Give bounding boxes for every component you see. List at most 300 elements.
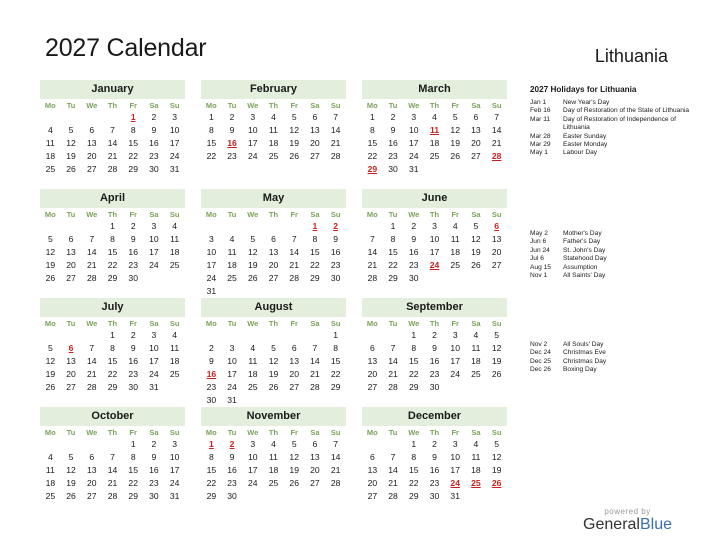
day-cell: 26: [66, 164, 76, 174]
weekday-label: Mo: [44, 210, 56, 219]
weekday-label: Tu: [227, 319, 237, 328]
holiday-list-1: [530, 99, 700, 158]
day-cell: 30: [206, 395, 217, 405]
day-cell: 25: [45, 491, 56, 501]
day-cell: 13: [367, 356, 378, 366]
empty-day: [305, 329, 326, 342]
day-cell: 22: [409, 369, 419, 379]
holiday-row: [530, 247, 700, 255]
holiday-date: Nov 1: [530, 272, 548, 280]
day-cell: 12: [450, 125, 460, 135]
day-cell: 23: [128, 369, 138, 379]
day-cell: 21: [107, 151, 118, 161]
weekday-label: Su: [491, 101, 502, 110]
day-cell: 17: [248, 138, 258, 148]
holiday-day: 11: [429, 125, 440, 135]
day-cell: 1: [333, 330, 339, 340]
day-cell: 15: [367, 138, 378, 148]
day-cell: 21: [491, 138, 502, 148]
day-cell: 3: [151, 221, 157, 231]
weekday-label: Mo: [44, 101, 56, 110]
day-cell: 26: [45, 382, 56, 392]
weekday-label: Tu: [227, 101, 237, 110]
day-cell: 22: [388, 260, 398, 270]
day-cell: 30: [227, 491, 237, 501]
month-title: July: [40, 298, 185, 317]
holiday-date: Feb 16: [530, 107, 551, 115]
day-cell: 17: [409, 138, 419, 148]
day-cell: 2: [130, 330, 136, 340]
day-cell: 25: [268, 478, 279, 488]
weekday-label: Th: [268, 101, 279, 110]
day-cell: 15: [409, 465, 419, 475]
month-title: March: [362, 80, 507, 99]
day-cell: 24: [450, 369, 460, 379]
day-cell: 4: [172, 330, 178, 340]
day-cell: 31: [227, 395, 237, 405]
day-cell: 12: [66, 138, 76, 148]
holiday-date: Mar 29: [530, 141, 551, 149]
day-cell: 7: [312, 343, 318, 353]
day-cell: 11: [45, 138, 55, 148]
day-cell: 8: [110, 343, 115, 353]
empty-day: [222, 329, 243, 342]
day-cell: 12: [471, 234, 481, 244]
weekday-label: Fr: [290, 319, 298, 328]
day-cell: 17: [450, 356, 460, 366]
day-cell: 28: [87, 382, 97, 392]
day-cell: 13: [289, 356, 299, 366]
day-cell: 14: [367, 247, 378, 257]
day-cell: 2: [229, 112, 235, 122]
day-cell: 30: [409, 273, 419, 283]
day-cell: 5: [291, 439, 297, 449]
month-december: [362, 407, 507, 503]
day-cell: 11: [269, 452, 278, 462]
day-cell: 18: [45, 478, 56, 488]
holiday-date: Nov 2: [530, 341, 548, 348]
month-title: November: [201, 407, 346, 426]
weekday-label: Sa: [471, 319, 481, 328]
day-cell: 24: [248, 478, 258, 488]
day-cell: 14: [310, 356, 320, 366]
day-cell: 29: [310, 273, 320, 283]
holiday-row: [530, 116, 700, 133]
day-cell: 17: [450, 465, 460, 475]
day-cell: 11: [170, 343, 180, 353]
holiday-day: 29: [367, 164, 378, 174]
month-days-grid: [201, 317, 346, 407]
day-cell: 27: [289, 382, 299, 392]
day-cell: 23: [206, 382, 217, 392]
day-cell: 18: [227, 260, 237, 270]
holiday-name: All Saints' Day: [563, 272, 606, 280]
day-cell: 16: [227, 465, 237, 475]
holiday-day: 2: [229, 439, 235, 449]
day-cell: 24: [169, 151, 180, 161]
month-title: October: [40, 407, 185, 426]
weekday-label: Tu: [66, 101, 76, 110]
month-days-grid: [362, 208, 507, 285]
day-cell: 21: [87, 369, 97, 379]
country-name: Lithuania: [594, 46, 668, 66]
month-august: [201, 298, 346, 407]
weekday-label: Tu: [227, 210, 237, 219]
day-cell: 19: [248, 260, 258, 270]
weekday-label: Fr: [451, 101, 459, 110]
day-cell: 4: [271, 439, 276, 449]
day-cell: 4: [271, 112, 276, 122]
day-cell: 22: [367, 151, 378, 161]
weekday-label: Su: [169, 101, 180, 110]
day-cell: 2: [432, 330, 437, 340]
empty-day: [40, 438, 61, 451]
day-cell: 7: [369, 234, 375, 244]
day-cell: 27: [268, 273, 279, 283]
empty-day: [81, 111, 102, 124]
holiday-day: 6: [68, 343, 74, 353]
day-cell: 9: [151, 452, 157, 462]
empty-day: [81, 438, 102, 451]
holiday-row: [530, 358, 700, 366]
empty-day: [40, 111, 61, 124]
day-cell: 9: [432, 452, 437, 462]
day-cell: 18: [169, 356, 180, 366]
day-cell: 7: [390, 452, 396, 462]
day-cell: 2: [411, 221, 417, 231]
day-cell: 3: [172, 439, 178, 449]
weekday-label: Fr: [451, 319, 459, 328]
empty-day: [362, 220, 383, 233]
day-cell: 20: [66, 369, 76, 379]
month-june: [362, 189, 507, 285]
day-cell: 30: [128, 382, 138, 392]
holiday-row: [530, 272, 700, 280]
day-cell: 20: [268, 260, 279, 270]
day-cell: 19: [268, 369, 279, 379]
holiday-day: 28: [491, 151, 502, 161]
weekday-label: Fr: [129, 101, 137, 110]
month-january: [40, 80, 185, 176]
month-days-grid: [201, 99, 346, 163]
weekday-label: Fr: [451, 428, 459, 437]
holiday-row: [530, 366, 700, 374]
day-cell: 21: [330, 465, 341, 475]
weekday-label: Su: [330, 210, 341, 219]
day-cell: 12: [248, 247, 258, 257]
holidays-title: 2027 Holidays for Lithuania: [530, 85, 637, 94]
day-cell: 1: [369, 112, 375, 122]
weekday-label: Mo: [44, 428, 56, 437]
day-cell: 21: [367, 260, 378, 270]
day-cell: 20: [87, 151, 97, 161]
weekday-label: Mo: [366, 101, 378, 110]
day-cell: 14: [87, 247, 97, 257]
day-cell: 19: [45, 260, 56, 270]
day-cell: 17: [169, 465, 180, 475]
weekday-label: Su: [491, 210, 502, 219]
day-cell: 12: [268, 356, 279, 366]
empty-day: [383, 438, 404, 451]
day-cell: 27: [66, 273, 76, 283]
empty-day: [222, 220, 243, 233]
day-cell: 21: [388, 369, 398, 379]
day-cell: 31: [169, 491, 180, 501]
holiday-day: 2: [333, 221, 339, 231]
weekday-label: Su: [169, 210, 180, 219]
day-cell: 9: [229, 452, 235, 462]
day-cell: 3: [411, 112, 417, 122]
day-cell: 22: [409, 478, 419, 488]
weekday-label: Tu: [227, 428, 237, 437]
weekday-label: Th: [429, 101, 440, 110]
weekday-label: Fr: [129, 319, 137, 328]
day-cell: 6: [369, 343, 375, 353]
holiday-name: All Souls' Day: [563, 341, 604, 348]
empty-day: [40, 220, 61, 233]
day-cell: 30: [429, 491, 440, 501]
holiday-date: Jan 1: [530, 99, 547, 106]
day-cell: 1: [411, 439, 417, 449]
weekday-label: Sa: [310, 210, 320, 219]
day-cell: 2: [151, 439, 157, 449]
holiday-name: Christmas Day: [563, 357, 607, 365]
weekday-label: Sa: [149, 319, 159, 328]
day-cell: 26: [268, 382, 279, 392]
weekday-label: Tu: [66, 319, 76, 328]
day-cell: 10: [450, 452, 460, 462]
holiday-name: Father's Day: [563, 238, 601, 246]
holiday-name: New Year's Day: [563, 99, 610, 106]
day-cell: 3: [452, 439, 458, 449]
day-cell: 2: [432, 439, 437, 449]
day-cell: 20: [491, 247, 502, 257]
day-cell: 22: [128, 478, 138, 488]
day-cell: 7: [494, 112, 500, 122]
holiday-date: Mar 28: [530, 132, 551, 140]
month-november: [201, 407, 346, 503]
day-cell: 1: [110, 221, 115, 231]
weekday-label: We: [408, 428, 420, 437]
holiday-name: Day of Restoration of the State of Lithuania: [563, 107, 690, 115]
weekday-label: Sa: [310, 428, 320, 437]
weekday-label: We: [247, 319, 259, 328]
day-cell: 28: [289, 273, 299, 283]
day-cell: 11: [450, 234, 460, 244]
day-cell: 1: [130, 439, 136, 449]
day-cell: 19: [491, 356, 502, 366]
day-cell: 6: [89, 125, 95, 135]
day-cell: 29: [128, 164, 138, 174]
weekday-label: We: [247, 210, 259, 219]
month-may: [201, 189, 346, 298]
day-cell: 18: [248, 369, 258, 379]
day-cell: 24: [206, 273, 217, 283]
brand-name: [583, 516, 672, 534]
day-cell: 27: [87, 164, 97, 174]
day-cell: 7: [333, 112, 339, 122]
weekday-label: Su: [330, 428, 341, 437]
day-cell: 8: [312, 234, 318, 244]
day-cell: 23: [227, 478, 237, 488]
day-cell: 22: [107, 260, 118, 270]
weekday-label: Mo: [205, 319, 217, 328]
page-title: 2027 Calendar: [45, 34, 207, 62]
day-cell: 1: [208, 112, 214, 122]
day-cell: 6: [271, 234, 276, 244]
day-cell: 14: [289, 247, 299, 257]
day-cell: 29: [206, 491, 217, 501]
day-cell: 25: [169, 260, 180, 270]
holiday-day: 1: [312, 221, 318, 231]
day-cell: 15: [107, 247, 118, 257]
holiday-row: [530, 107, 700, 115]
day-cell: 14: [388, 356, 398, 366]
day-cell: 5: [494, 439, 500, 449]
day-cell: 24: [227, 382, 237, 392]
day-cell: 21: [330, 138, 341, 148]
day-cell: 6: [312, 439, 318, 449]
day-cell: 18: [268, 138, 279, 148]
day-cell: 19: [66, 478, 76, 488]
weekday-label: We: [247, 101, 259, 110]
empty-day: [102, 111, 123, 124]
day-cell: 31: [169, 164, 180, 174]
day-cell: 15: [388, 247, 398, 257]
weekday-label: Sa: [471, 428, 481, 437]
day-cell: 7: [110, 125, 115, 135]
day-cell: 11: [471, 452, 481, 462]
day-cell: 28: [310, 382, 320, 392]
day-cell: 5: [291, 112, 297, 122]
weekday-label: Su: [491, 428, 502, 437]
day-cell: 23: [429, 369, 440, 379]
day-cell: 22: [330, 369, 341, 379]
day-cell: 17: [429, 247, 440, 257]
month-october: [40, 407, 185, 503]
day-cell: 6: [369, 452, 375, 462]
day-cell: 30: [128, 273, 138, 283]
weekday-label: Sa: [310, 319, 320, 328]
day-cell: 15: [330, 356, 341, 366]
weekday-label: Th: [429, 428, 440, 437]
day-cell: 7: [110, 452, 115, 462]
day-cell: 27: [367, 382, 378, 392]
day-cell: 1: [390, 221, 396, 231]
day-cell: 26: [66, 491, 76, 501]
day-cell: 28: [388, 382, 398, 392]
month-days-grid: [362, 426, 507, 503]
weekday-label: Fr: [290, 428, 298, 437]
holiday-row: [530, 238, 700, 246]
day-cell: 16: [388, 138, 398, 148]
day-cell: 23: [409, 260, 419, 270]
day-cell: 3: [208, 234, 214, 244]
day-cell: 26: [289, 151, 299, 161]
holiday-name: Christmas Eve: [563, 349, 606, 357]
weekday-label: Fr: [290, 210, 298, 219]
day-cell: 29: [107, 382, 118, 392]
day-cell: 23: [227, 151, 237, 161]
day-cell: 15: [310, 247, 320, 257]
day-cell: 8: [130, 125, 136, 135]
day-cell: 17: [169, 138, 180, 148]
day-cell: 9: [208, 356, 214, 366]
holiday-date: May 2: [530, 230, 548, 237]
weekday-label: We: [408, 210, 420, 219]
holiday-name: Boxing Day: [563, 366, 597, 374]
weekday-label: Su: [330, 319, 341, 328]
day-cell: 30: [429, 382, 440, 392]
weekday-label: Th: [107, 428, 118, 437]
day-cell: 16: [128, 247, 138, 257]
weekday-label: Su: [169, 319, 180, 328]
holiday-date: Jun 6: [530, 238, 547, 246]
day-cell: 31: [450, 491, 460, 501]
holiday-list-2: [530, 230, 700, 280]
day-cell: 9: [333, 234, 339, 244]
month-title: September: [362, 298, 507, 317]
day-cell: 10: [169, 452, 180, 462]
month-february: [201, 80, 346, 163]
day-cell: 25: [227, 273, 237, 283]
day-cell: 20: [310, 138, 320, 148]
day-cell: 7: [390, 343, 396, 353]
day-cell: 10: [248, 125, 258, 135]
day-cell: 14: [330, 452, 341, 462]
day-cell: 10: [149, 234, 159, 244]
day-cell: 2: [208, 343, 214, 353]
month-title: January: [40, 80, 185, 99]
day-cell: 5: [47, 234, 53, 244]
weekday-label: Sa: [149, 210, 159, 219]
holiday-date: May 1: [530, 149, 548, 157]
weekday-label: Th: [107, 101, 118, 110]
day-cell: 24: [409, 151, 419, 161]
day-cell: 4: [432, 112, 437, 122]
weekday-label: Th: [268, 210, 279, 219]
holiday-row: [530, 133, 700, 141]
day-cell: 29: [388, 273, 398, 283]
holiday-day: 16: [206, 369, 217, 379]
empty-day: [201, 220, 222, 233]
day-cell: 9: [151, 125, 157, 135]
day-cell: 12: [45, 247, 56, 257]
day-cell: 7: [89, 234, 95, 244]
day-cell: 15: [206, 138, 217, 148]
month-march: [362, 80, 507, 176]
day-cell: 27: [367, 491, 378, 501]
day-cell: 31: [206, 286, 217, 296]
day-cell: 21: [87, 260, 97, 270]
brand-powered-text: powered by: [604, 507, 651, 516]
empty-day: [242, 329, 263, 342]
day-cell: 10: [206, 247, 217, 257]
day-cell: 13: [367, 465, 378, 475]
day-cell: 19: [450, 138, 460, 148]
day-cell: 16: [330, 247, 341, 257]
day-cell: 8: [130, 452, 136, 462]
day-cell: 6: [68, 234, 74, 244]
weekday-label: Th: [429, 210, 440, 219]
day-cell: 26: [45, 273, 56, 283]
day-cell: 28: [367, 273, 378, 283]
empty-day: [40, 329, 61, 342]
day-cell: 4: [473, 439, 479, 449]
empty-day: [263, 329, 284, 342]
day-cell: 4: [250, 343, 256, 353]
weekday-label: We: [247, 428, 259, 437]
